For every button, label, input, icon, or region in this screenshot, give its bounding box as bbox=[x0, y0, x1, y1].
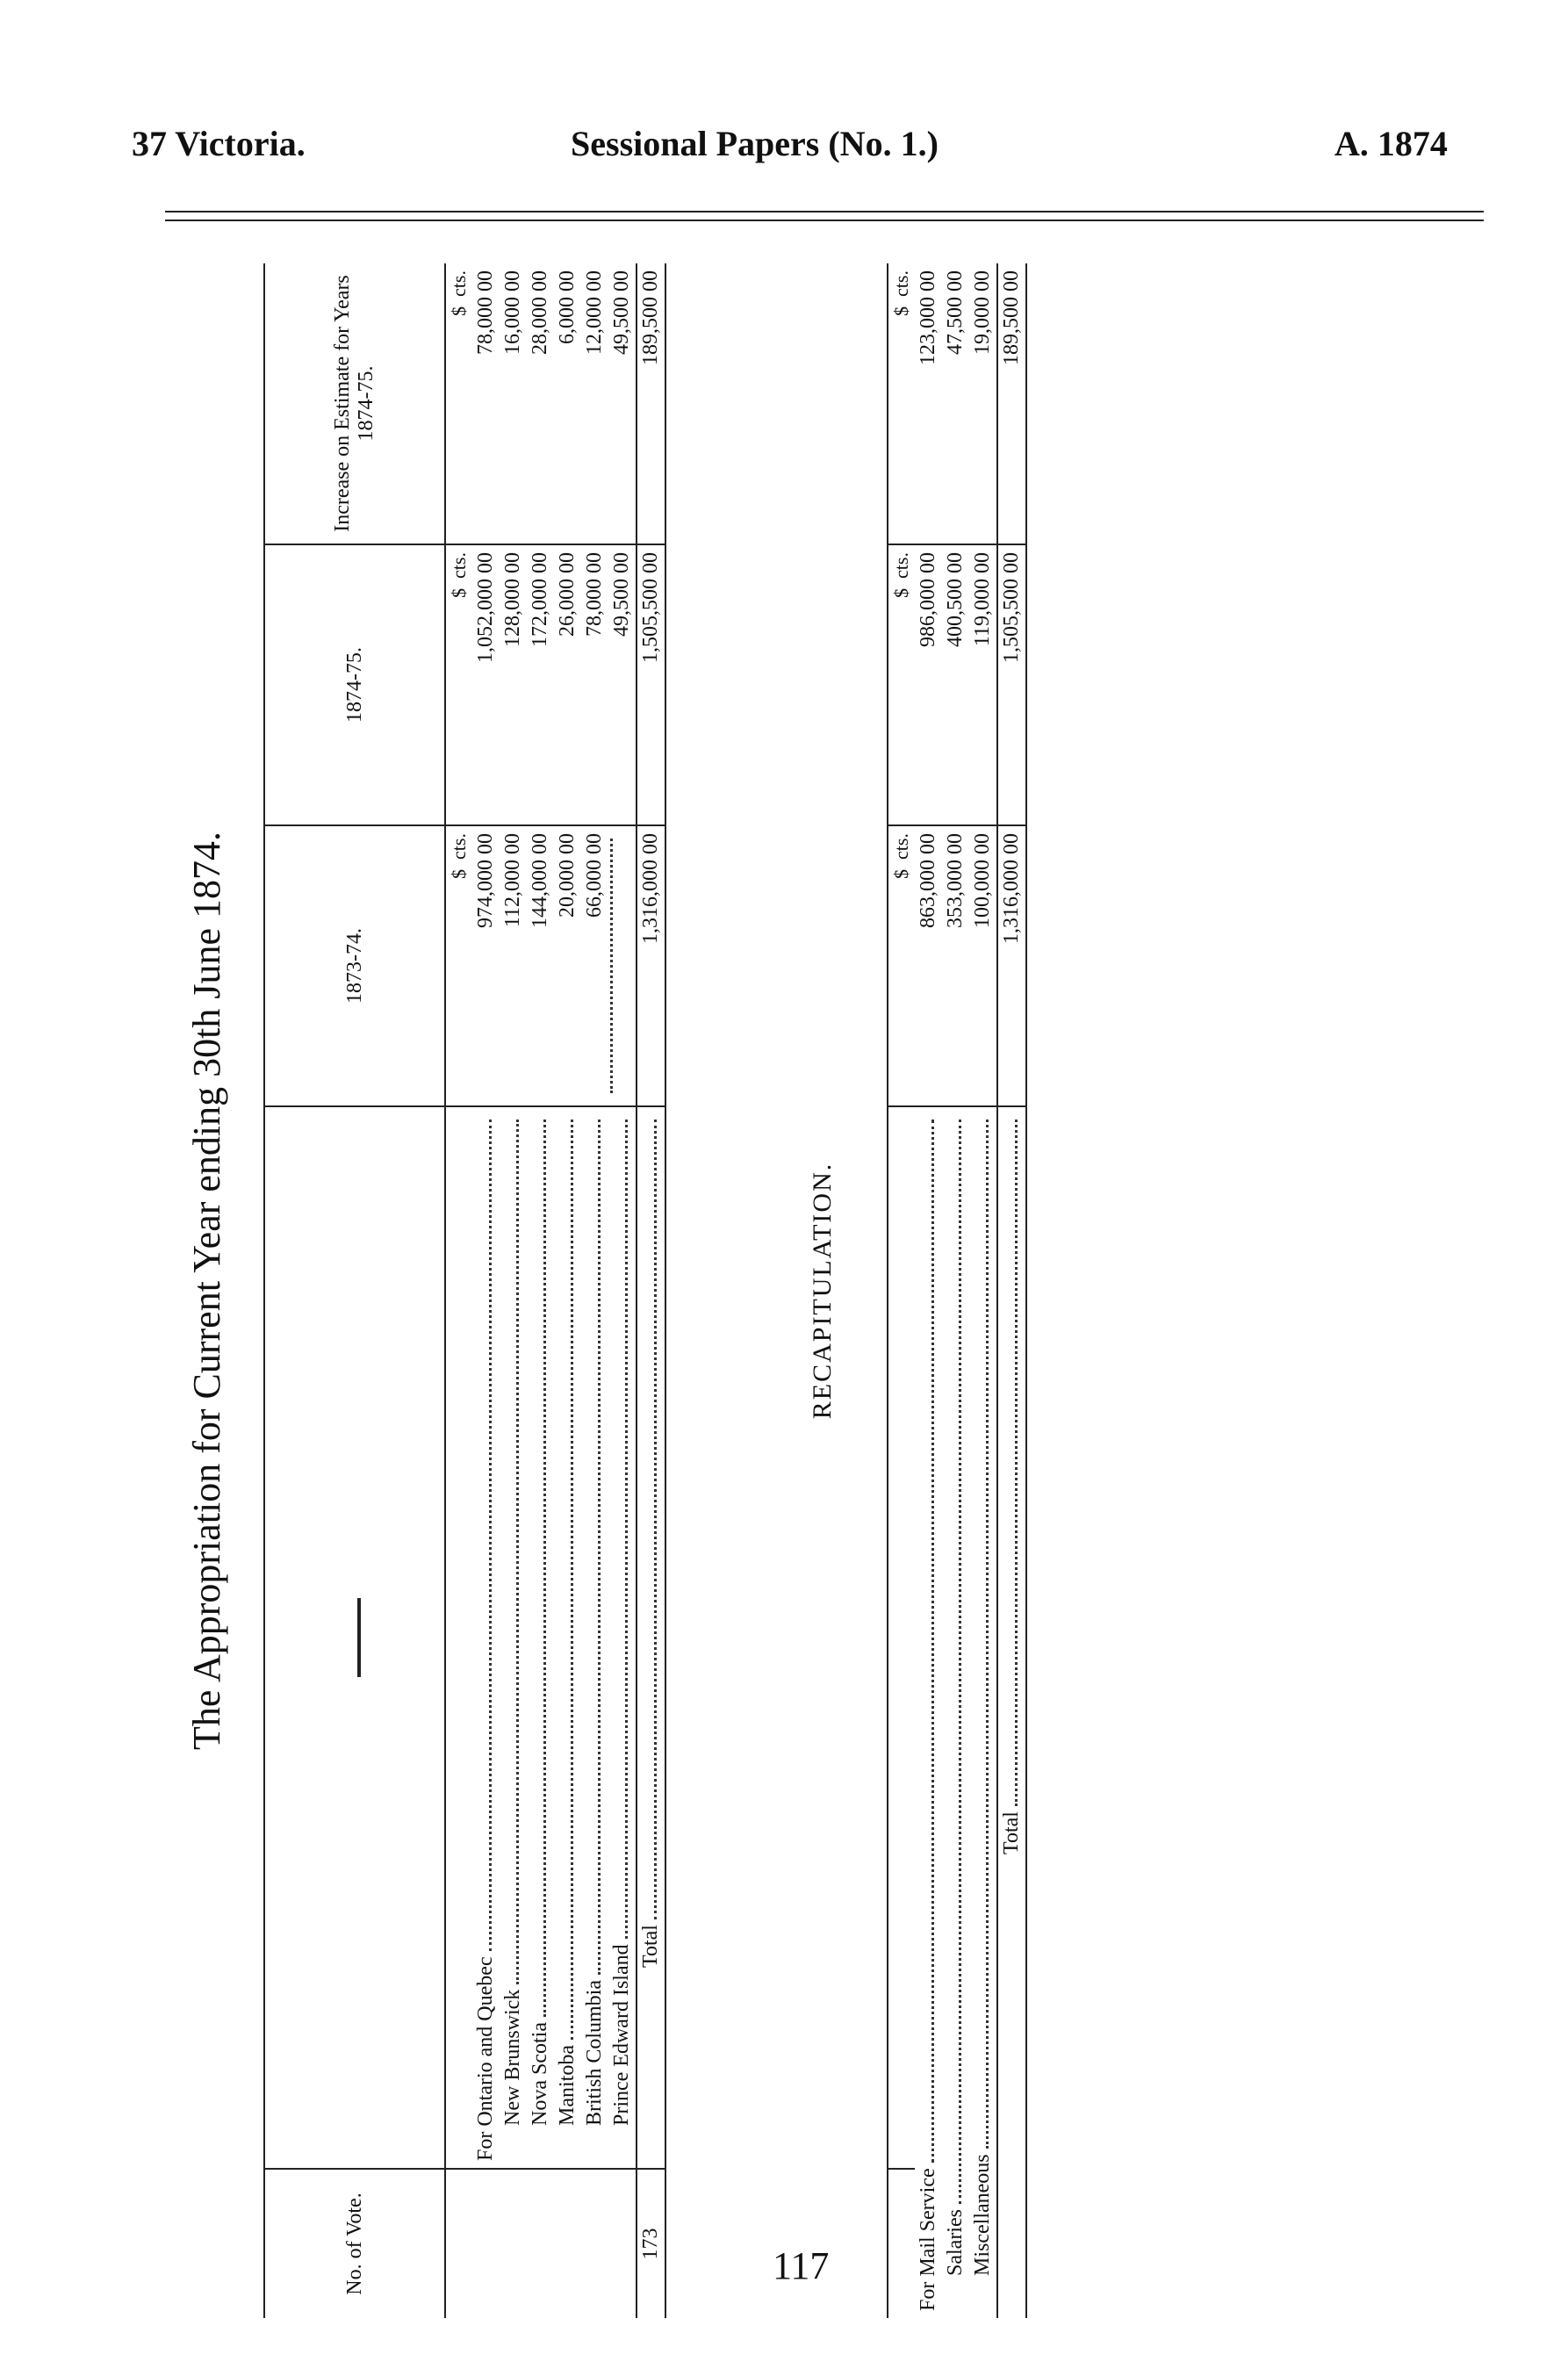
header-rule-bottom bbox=[165, 220, 1484, 221]
page-number: 117 bbox=[773, 2244, 830, 2287]
page-title: The Appropriation for Current Year ending 30th June 1874. bbox=[185, 831, 228, 1751]
rotated-content bbox=[185, 263, 1492, 2318]
col-header-1874-75: 1874-75. bbox=[264, 544, 445, 825]
total-row: 173 Total 1,316,000 00 1,505,500 00 189,500 00 bbox=[637, 263, 665, 2318]
table-row: For Mail Service 863,000 00 986,000 00 123,000 00 bbox=[915, 263, 942, 2318]
recap-table: $ cts. $ cts. $ cts. For Mail Service 863,000 00 986,000 00 123,000 00 Salaries 353,000 00 400,500 00 47,500 00 Miscellaneous 100,000 00 119,000 00 19,000 00 Total 1,316,000 00 1,505,500 00 189,500 00 bbox=[887, 263, 1034, 2318]
col-header-increase: Increase on Estimate for Years 1874-75. bbox=[264, 263, 445, 544]
units-b: $ cts. bbox=[445, 544, 472, 825]
header-center: Sessional Papers (No. 1.) bbox=[571, 124, 939, 163]
col-header-1873-74: 1873-74. bbox=[264, 825, 445, 1106]
vote-number: 173 bbox=[639, 2228, 662, 2260]
appropriation-table bbox=[263, 263, 673, 2318]
table-row: Manitoba 20,000 00 26,000 00 6,000 00 bbox=[554, 263, 581, 2318]
total-row: Total 1,316,000 00 1,505,500 00 189,500 00 bbox=[997, 263, 1026, 2318]
table-row: New Brunswick 112,000 00 128,000 00 16,000 00 bbox=[500, 263, 527, 2318]
col-header-description bbox=[264, 1106, 445, 2169]
blank-dash bbox=[357, 1598, 361, 1677]
table-row: British Columbia 66,000 00 78,000 00 12,000 00 bbox=[581, 263, 608, 2318]
units-c: $ cts. bbox=[445, 263, 472, 544]
table-row: Nova Scotia 144,000 00 172,000 00 28,000 00 bbox=[527, 263, 554, 2318]
header-left: 37 Victoria. bbox=[132, 124, 306, 163]
table-row: Salaries 353,000 00 400,500 00 47,500 00 bbox=[942, 263, 969, 2318]
table-row: Prince Edward Island 49,500 00 49,500 00 bbox=[608, 263, 637, 2318]
table-row: For Ontario and Quebec 974,000 00 1,052,000 00 78,000 00 bbox=[472, 263, 500, 2318]
recap-heading: RECAPITULATION. bbox=[808, 1162, 837, 1420]
header-right: A. 1874 bbox=[1334, 124, 1448, 163]
col-header-vote: No. of Vote. bbox=[342, 2192, 366, 2295]
units-a: $ cts. bbox=[445, 825, 472, 1106]
table-row: Miscellaneous 100,000 00 119,000 00 19,000 00 bbox=[969, 263, 997, 2318]
header-rule-top bbox=[165, 211, 1484, 212]
